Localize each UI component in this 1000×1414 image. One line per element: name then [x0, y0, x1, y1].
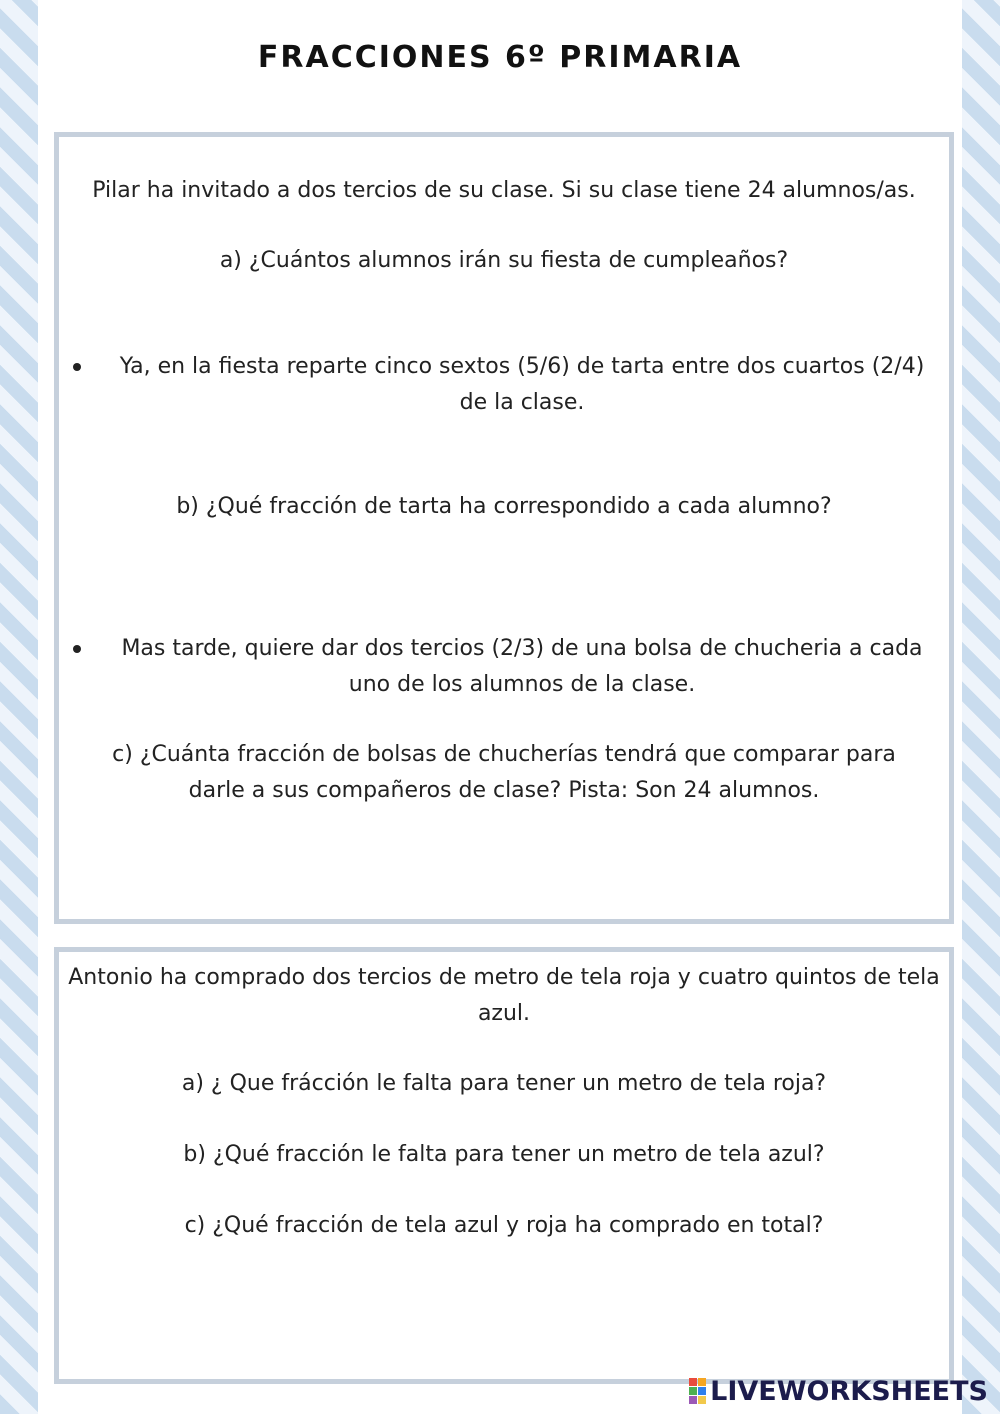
right-striped-border [962, 0, 1000, 1414]
logo-square [698, 1387, 706, 1395]
left-striped-border [0, 0, 38, 1414]
problem-1-question-c: c) ¿Cuánta fracción de bolsas de chucherías tendrá que comparar para darle a sus compañeros de clase? Pista: Son 24 alumnos. [112, 742, 896, 803]
problem-2-question-a: a) ¿ Que frácción le falta para tener un metro de tela roja? [181, 1071, 827, 1096]
problem-1-bullet-2-text: Mas tarde, quiere dar dos tercios (2/3) de una bolsa de chucheria a cada uno de los alumnos de la clase. [121, 636, 923, 697]
problem-1-bullet-1 [59, 349, 949, 421]
page-title: FRACCIONES 6º PRIMARIA [257, 40, 743, 75]
logo-square [689, 1396, 697, 1404]
problem-1-bullet-2 [59, 631, 949, 703]
bullet-icon [73, 645, 81, 653]
liveworksheets-logo-icon [689, 1378, 706, 1404]
problem-2-question-b: b) ¿Qué fracción le falta para tener un metro de tela azul? [183, 1142, 825, 1167]
logo-square [689, 1387, 697, 1395]
liveworksheets-logo [689, 1376, 988, 1406]
bullet-icon [73, 363, 81, 371]
problem-box-antonio [54, 947, 954, 1384]
problem-1-bullet-1-text: Ya, en la fiesta reparte cinco sextos (5/6) de tarta entre dos cuartos (2/4) de la clase. [119, 354, 925, 415]
problem-2-intro: Antonio ha comprado dos tercios de metro de tela roja y cuatro quintos de tela azul. [68, 965, 940, 1026]
liveworksheets-logo-text: LIVEWORKSHEETS [710, 1375, 988, 1407]
problem-1-question-a: a) ¿Cuántos alumnos irán su fiesta de cumpleaños? [219, 248, 789, 273]
logo-square [689, 1378, 697, 1386]
logo-square [698, 1378, 706, 1386]
problem-box-pilar [54, 132, 954, 924]
logo-square [698, 1396, 706, 1404]
problem-1-question-b: b) ¿Qué fracción de tarta ha correspondido a cada alumno? [176, 494, 832, 519]
problem-1-intro: Pilar ha invitado a dos tercios de su clase. Si su clase tiene 24 alumnos/as. [92, 178, 916, 203]
problem-2-question-c: c) ¿Qué fracción de tela azul y roja ha comprado en total? [184, 1213, 824, 1238]
